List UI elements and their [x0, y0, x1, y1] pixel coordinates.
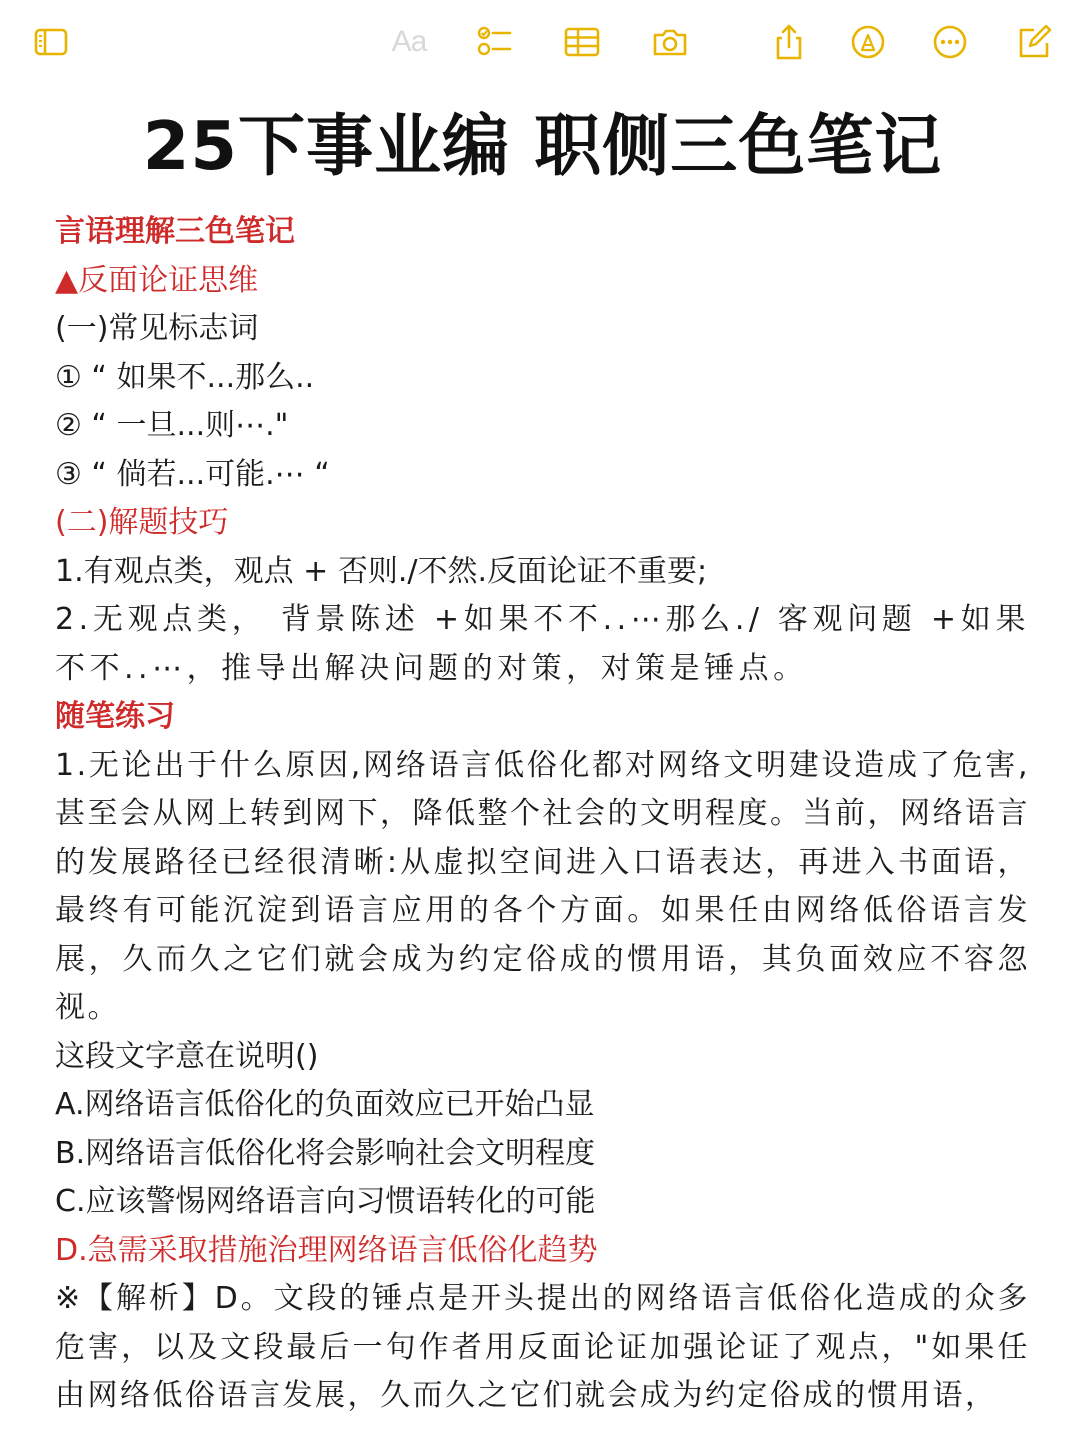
more-button[interactable] [928, 20, 972, 64]
marker-item-3: ③ “ 倘若...可能.⋯ “ [55, 456, 330, 492]
table-button[interactable] [560, 20, 604, 64]
markup-button[interactable] [846, 20, 890, 64]
subheading: ▲反面论证思维 [55, 262, 259, 298]
note-title: 25下事业编 职侧三色笔记 [142, 107, 943, 185]
part1-heading: (一)常见标志词 [55, 311, 259, 346]
checklist-button[interactable] [472, 20, 516, 64]
markup-pen-icon [848, 22, 888, 62]
tip-item-2: 2.无观点类， 背景陈述 +如果不不..⋯那么./ 客观问题 +如果不不..⋯，推导出解决问题的对策，对策是锤点。 [55, 602, 1030, 686]
marker-item-2: ② “ 一旦...则⋯." [55, 408, 289, 443]
table-icon [562, 22, 602, 62]
option-c: C.应该警惕网络语言向习惯语转化的可能 [55, 1184, 596, 1219]
share-icon [769, 22, 809, 62]
compose-icon [1014, 22, 1054, 62]
tip-item-1: 1.有观点类，观点 + 否则./不然.反面论证不重要; [55, 553, 708, 589]
analysis-text: ※【解析】D。文段的锤点是开头提出的网络语言低俗化造成的众多危害，以及文段最后一句作者用反面论证加强论证了观点，"如果任由网络低俗语言发展，久而久之它们就会成为约定俗成的惯用语， [55, 1281, 1030, 1413]
marker-item-1: ① “ 如果不...那么.. [55, 359, 315, 395]
note-body[interactable] [55, 96, 1030, 1421]
question-stem: 这段文字意在说明() [55, 1038, 319, 1074]
option-b: B.网络语言低俗化将会影响社会文明程度 [55, 1135, 596, 1171]
section-heading: 言语理解三色笔记 [55, 214, 295, 249]
compose-button[interactable] [1012, 20, 1056, 64]
camera-button[interactable] [648, 20, 692, 64]
sidebar-icon [31, 22, 71, 62]
share-button[interactable] [767, 20, 811, 64]
notes-toolbar [0, 0, 1080, 84]
more-ellipsis-icon [930, 22, 970, 62]
option-d-answer: D.急需采取措施治理网络语言低俗化趋势 [55, 1232, 598, 1268]
camera-icon [650, 22, 690, 62]
checklist-icon [474, 22, 514, 62]
practice-heading: 随笔练习 [55, 699, 175, 734]
option-a: A.网络语言低俗化的负面效应已开始凸显 [55, 1087, 595, 1122]
part2-heading: (二)解题技巧 [55, 505, 229, 540]
format-button[interactable]: Aa [391, 25, 427, 58]
practice-passage: 1.无论出于什么原因,网络语言低俗化都对网络文明建设造成了危害,甚至会从网上转到网下，降低整个社会的文明程度。当前，网络语言的发展路径已经很清晰:从虚拟空间进入口语表达，再进入书面语，最终有可能沉淀到语言应用的各个方面。如果任由网络低俗语言发展，久而久之它们就会成为约定俗成的惯用语，其负面效应不容忽视。 [55, 747, 1030, 1025]
sidebar-toggle-button[interactable] [29, 20, 73, 64]
